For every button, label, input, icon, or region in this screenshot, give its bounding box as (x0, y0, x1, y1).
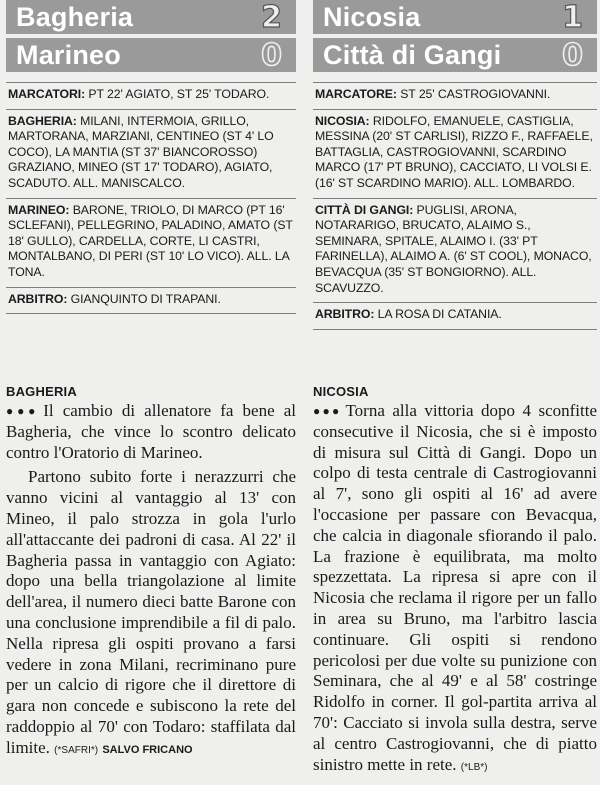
score-row-away (6, 38, 296, 72)
scorers-label: MARCATORI: (8, 87, 86, 101)
article-paragraph (313, 401, 597, 778)
away-lineup-text: PUGLISI, ARONA, NOTARARIGO, BRUCATO, ALAIMO S., SEMINARA, SPITALE, ALAIMO I. (33' PT FARINELLA), ALAIMO A. (6' ST COOL), MONACO, BEVACQUA (35' ST BONGIORNO). ALL. SCAVUZZO. (315, 202, 592, 295)
article-credit: (*SAFRI*) (54, 744, 99, 756)
referee-text: GIANQUINTO DI TRAPANI. (67, 291, 221, 306)
article-kicker: NICOSIA (313, 384, 369, 399)
article-text: Torna alla vittoria dopo 4 sconfitte consecutive il Nicosia, che si è imposto di misura sul Città di Gangi. Dopo un colpo di testa centrale di Castrogiovanni al 7', sono gli ospiti al 16' ad avere l'occasione per passare con Bevacqua, che calcia in diagonale sfiorando il palo. La frazione è equilibrata, ma molto spezzettata. La ripresa si apre con il Nicosia che reclama il rigore per un fallo in area su Bruno, ma l'arbitro lascia continuare. Gli ospiti si rendono pericolosi per due volte su punizione con Seminara, che al 49' e al 58' costringe Ridolfo in corner. Il gol-partita arriva al 70': Cacciato si invola sulla destra, serve al centro Castrogiovanni, che di piatto sinistro mette in rete. (313, 401, 597, 774)
scorers-text: ST 25' CASTROGIOVANNI. (396, 87, 551, 101)
scorers-block (313, 82, 597, 110)
match-report-nicosia (313, 0, 597, 774)
home-team-name: Bagheria (16, 1, 134, 32)
match-report-bagheria (6, 0, 296, 757)
article-lead-paragraph (6, 401, 296, 463)
article (6, 384, 296, 762)
scorers-text: PT 22' AGIATO, ST 25' TODARO. (85, 87, 270, 101)
home-team-name: Nicosia (323, 1, 421, 32)
article-kicker: BAGHERIA (6, 384, 77, 399)
score-row-home (6, 0, 296, 34)
away-lineup-block (6, 199, 296, 288)
home-team-goals: 1 (562, 0, 583, 35)
referee-block (313, 303, 597, 330)
score-row-away (313, 38, 597, 72)
referee-text: LA ROSA DI CATANIA. (374, 307, 502, 322)
lineup-box (6, 82, 296, 314)
home-lineup-text: MILANI, INTERMOIA, GRILLO, MARTORANA, MARZIANI, CENTINEO (ST 4' LO COCO), LA MANTIA (ST 37' BIANCOROSSO) GRAZIANO, MINEO (ST 17' TODARO), AGIATO, SCADUTO. ALL. MANISCALCO. (8, 113, 274, 190)
score-row-home (313, 0, 597, 34)
referee-block (6, 288, 296, 315)
article-author: SALVO FRICANO (102, 743, 193, 756)
bullet-dots-icon: ●●● (6, 404, 40, 418)
home-lineup-label: BAGHERIA: (8, 113, 77, 128)
article-paragraph (6, 467, 296, 761)
away-lineup-block (313, 199, 597, 304)
away-lineup-text: BARONE, TRIOLO, DI MARCO (PT 16' SCLEFANI), PELLEGRINO, PALADINO, AMATO (ST 18' GULLO), CARDELLA, CORTE, LI CASTRI, MONTALBANO, DI PERI (ST 10' LO VICO). ALL. LA TONA. (8, 202, 293, 279)
article-body (313, 401, 597, 778)
article (313, 384, 597, 778)
lineup-box (313, 82, 597, 330)
article-body (6, 401, 296, 762)
home-lineup-block (6, 110, 296, 199)
scorers-label: MARCATORE: (315, 87, 397, 101)
article-credit: (*LB*) (460, 761, 488, 773)
article-lead: Il cambio di allenatore fa bene al Bagheria, che vince lo scontro delicato contro l'Oratorio di Marineo. (6, 401, 296, 462)
away-lineup-label: CITTÀ DI GANGI: (315, 202, 414, 217)
home-team-goals: 2 (261, 0, 282, 35)
scorers-block (6, 82, 296, 110)
home-lineup-label: NICOSIA: (315, 113, 370, 128)
away-team-goals: 0 (261, 37, 282, 73)
article-text: Partono subito forte i nerazzurri che vanno vicini al vantaggio al 13' con Mineo, il palo strozza in gola l'urlo all'attaccante dei padroni di casa. Al 22' il Bagheria passa in vantaggio con Agiato: dopo una bella triangolazione al limite dell'area, il numero dieci batte Barone con una conclusione imprendibile a fil di palo. Nella ripresa gli ospiti provano a farsi vedere in zona Milani, recriminano pure per un calcio di rigore che il direttore di gara non concede e subiscono la rete del raddoppio al 70' con Todaro: staffilata dal limite. (6, 467, 296, 757)
referee-label: ARBITRO: (8, 291, 68, 306)
away-team-name: Città di Gangi (323, 39, 502, 70)
home-lineup-text: RIDOLFO, EMANUELE, CASTIGLIA, MESSINA (20' ST CARLISI), RIZZO F., RAFFAELE, BATTAGLIA, CASTROGIOVANNI, SCARDINO MARCO (17' PT BRUNO), CACCIATO, LI VOLSI E. (16' ST SCARDINO MARIO). ALL. LOMBARDO. (315, 113, 593, 190)
referee-label: ARBITRO: (315, 307, 375, 322)
away-lineup-label: MARINEO: (8, 202, 70, 217)
bullet-dots-icon: ●●● (313, 404, 342, 418)
away-team-goals: 0 (562, 37, 583, 73)
away-team-name: Marineo (16, 39, 121, 70)
home-lineup-block (313, 110, 597, 199)
